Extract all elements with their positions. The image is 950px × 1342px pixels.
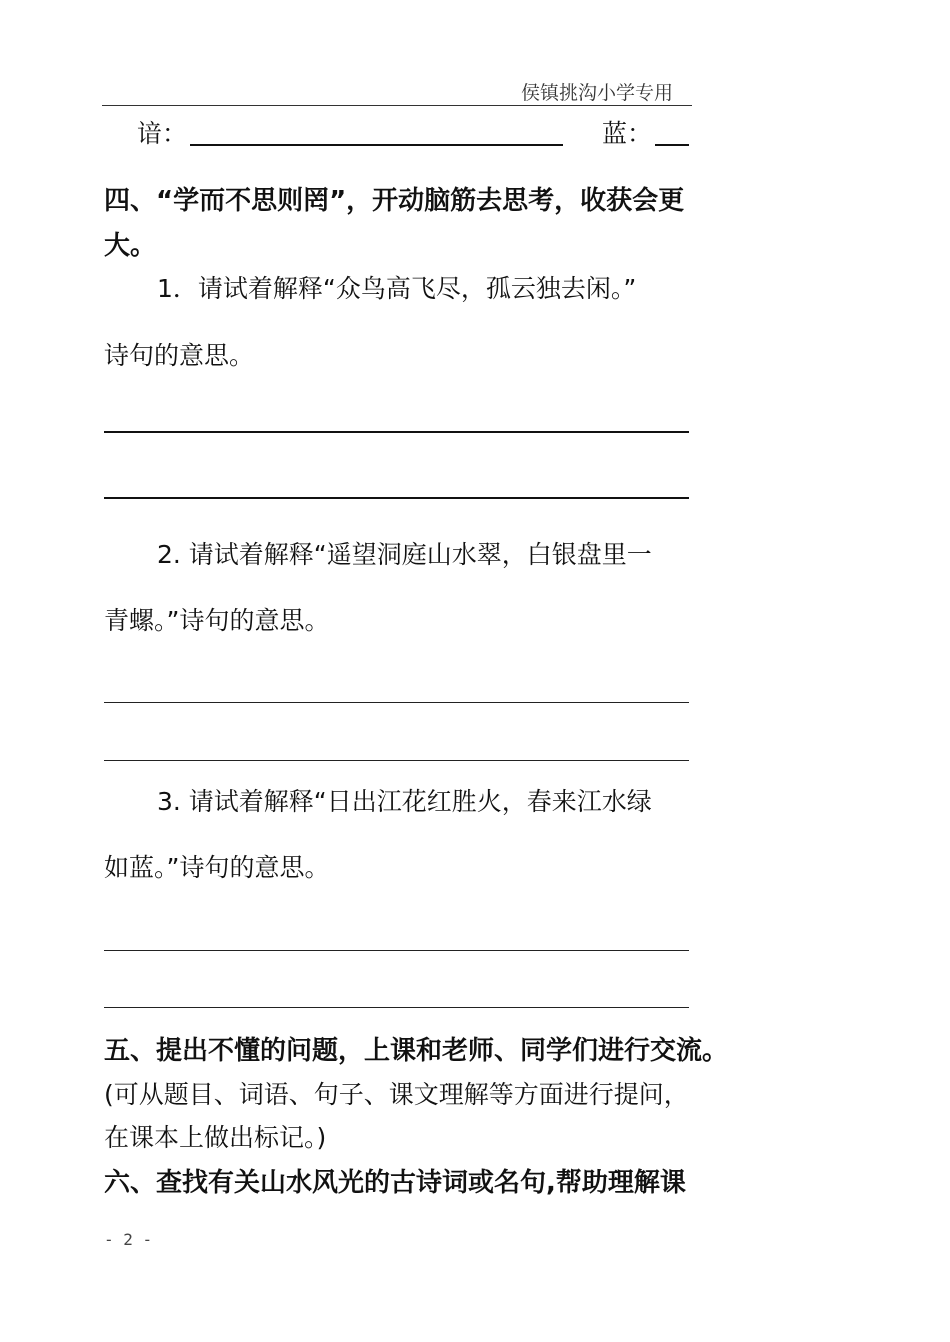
section5-note-line2: 在课本上做出标记。) (104, 1123, 327, 1152)
answer-line-q3-a[interactable] (104, 950, 689, 951)
header-school-name: 侯镇挑沟小学专用 (521, 82, 674, 104)
answer-line-q1-b[interactable] (104, 497, 689, 499)
question-2-line1: 2. 请试着解释“遥望洞庭山水翠，白银盘里一 (157, 540, 652, 569)
answer-line-q2-b[interactable] (104, 760, 689, 761)
answer-blank-1[interactable] (190, 144, 563, 146)
answer-blank-2[interactable] (655, 144, 689, 146)
section5-heading: 五、提出不懂的问题，上课和老师、同学们进行交流。 (104, 1036, 729, 1066)
page-number: - 2 - (104, 1230, 153, 1249)
section4-heading-line2: 大。 (104, 231, 157, 261)
answer-line-q3-b[interactable] (104, 1007, 689, 1008)
section5-note-line1: (可从题目、词语、句子、课文理解等方面进行提问， (104, 1080, 689, 1109)
answer-line-q2-a[interactable] (104, 702, 689, 703)
question-3-line2: 如蓝。”诗句的意思。 (104, 853, 330, 882)
field-label-2: 蓝： (602, 119, 653, 148)
question-2-line2: 青螺。”诗句的意思。 (104, 606, 330, 635)
field-label-1: 谙： (137, 119, 188, 148)
section6-heading: 六、查找有关山水风光的古诗词或名句,帮助理解课 (104, 1168, 686, 1198)
section4-heading-line1: 四、“学而不思则罔”，开动脑筋去思考，收获会更 (104, 186, 685, 216)
question-1-line2: 诗句的意思。 (104, 341, 255, 370)
answer-line-q1-a[interactable] (104, 431, 689, 433)
question-3-line1: 3. 请试着解释“日出江花红胜火，春来江水绿 (157, 787, 652, 816)
question-1-line1: 1．请试着解释“众鸟高飞尽，孤云独去闲。” (157, 274, 637, 303)
header-divider (102, 105, 692, 106)
